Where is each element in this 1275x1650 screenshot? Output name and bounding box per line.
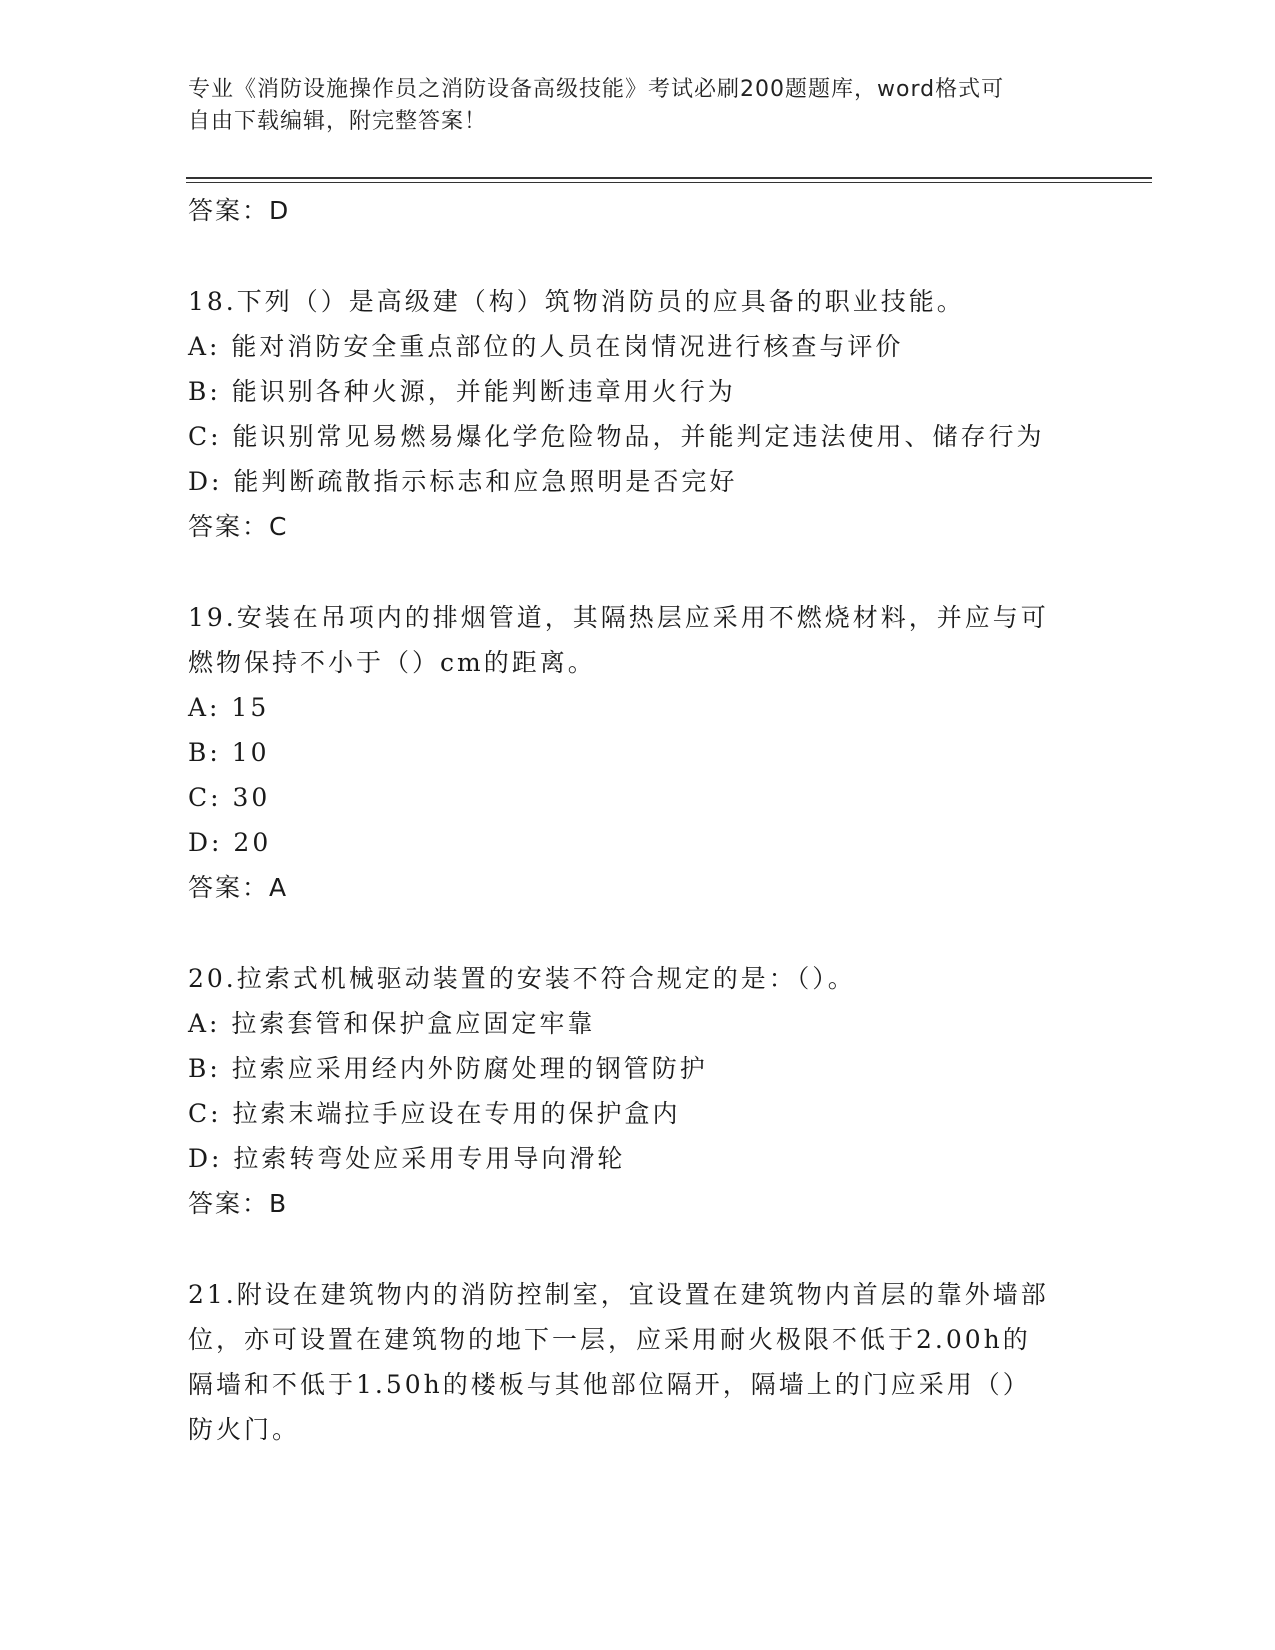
question-text: 20.拉索式机械驱动装置的安装不符合规定的是：（）。 <box>188 964 856 993</box>
question-21 <box>188 1272 1088 1452</box>
header-line-1: 专业《消防设施操作员之消防设备高级技能》考试必刷200题题库，word格式可 <box>188 77 1005 102</box>
question-text-line-2: 位，亦可设置在建筑物的地下一层，应采用耐火极限不低于2.00h的 <box>188 1325 1031 1354</box>
question-20 <box>188 956 1088 1226</box>
question-text-line-4: 防火门。 <box>188 1415 301 1444</box>
option-c: C: 能识别常见易燃易爆化学危险物品，并能判定违法使用、储存行为 <box>188 422 1045 451</box>
header-line-2: 自由下载编辑，附完整答案！ <box>188 109 488 134</box>
answer: 答案：C <box>188 512 289 541</box>
question-19 <box>188 595 1088 910</box>
option-a: A: 能对消防安全重点部位的人员在岗情况进行核查与评价 <box>188 332 904 361</box>
question-text-line-3: 隔墙和不低于1.50h的楼板与其他部位隔开，隔墙上的门应采用（） <box>188 1370 1031 1399</box>
question-text: 18.下列（）是高级建（构）筑物消防员的应具备的职业技能。 <box>188 287 965 316</box>
option-b: B: 拉索应采用经内外防腐处理的钢管防护 <box>188 1054 708 1083</box>
option-d: D: 能判断疏散指示标志和应急照明是否完好 <box>188 467 738 496</box>
question-text-line-1: 19.安装在吊项内的排烟管道，其隔热层应采用不燃烧材料，并应与可 <box>188 603 1049 632</box>
document-header <box>188 74 1088 138</box>
option-a: A: 拉索套管和保护盒应固定牢靠 <box>188 1009 596 1038</box>
header-divider-thick <box>186 177 1152 179</box>
option-d: D: 20 <box>188 828 272 857</box>
question-text-line-2: 燃物保持不小于（）cm的距离。 <box>188 648 596 677</box>
answer: 答案：B <box>188 1189 289 1218</box>
previous-answer: 答案：D <box>188 196 291 225</box>
question-text-line-1: 21.附设在建筑物内的消防控制室，宜设置在建筑物内首层的靠外墙部 <box>188 1280 1049 1309</box>
option-d: D: 拉索转弯处应采用专用导向滑轮 <box>188 1144 626 1173</box>
option-b: B: 10 <box>188 738 270 767</box>
question-18 <box>188 279 1088 549</box>
option-b: B: 能识别各种火源，并能判断违章用火行为 <box>188 377 736 406</box>
option-c: C: 30 <box>188 783 271 812</box>
question-list <box>188 188 1088 1452</box>
answer: 答案：A <box>188 873 289 902</box>
header-divider-thin <box>186 182 1152 183</box>
option-a: A: 15 <box>188 693 270 722</box>
option-c: C: 拉索末端拉手应设在专用的保护盒内 <box>188 1099 681 1128</box>
